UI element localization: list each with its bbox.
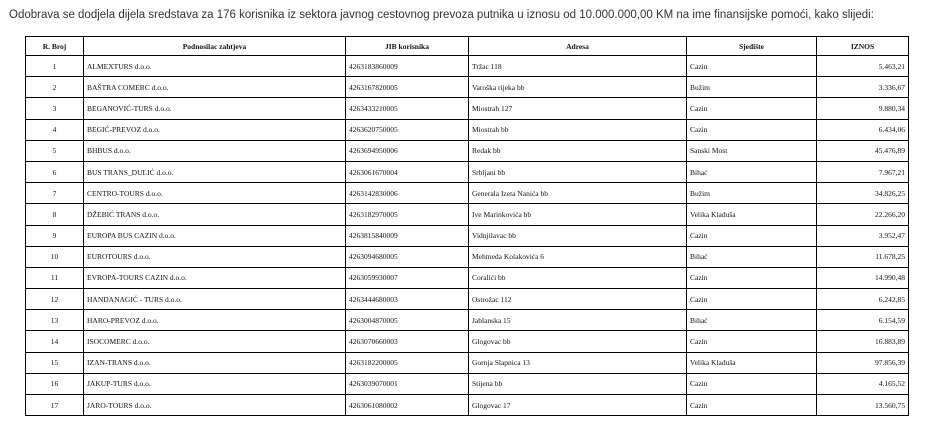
header-iznos: IZNOS	[817, 37, 909, 56]
cell-iznos: 6.242,85	[817, 289, 909, 310]
cell-podnosilac: BHBUS d.o.o.	[84, 140, 346, 161]
cell-iznos: 4.165,52	[817, 373, 909, 394]
cell-r-broj: 16	[26, 373, 84, 394]
cell-iznos: 34.826,25	[817, 183, 909, 204]
table-row	[26, 289, 909, 310]
table-row	[26, 140, 909, 161]
cell-sjediste: Cazin	[687, 373, 817, 394]
cell-adresa: Redak bb	[469, 140, 687, 161]
cell-jib: 4263815840009	[346, 225, 469, 246]
cell-iznos: 7.967,21	[817, 161, 909, 182]
table-row	[26, 77, 909, 98]
cell-r-broj: 17	[26, 395, 84, 416]
cell-sjediste: Velika Kladuša	[687, 204, 817, 225]
cell-adresa: Ive Marinkovića bb	[469, 204, 687, 225]
cell-podnosilac: BEGANOVIĆ-TURS d.o.o.	[84, 98, 346, 119]
cell-adresa: Jablanska 15	[469, 310, 687, 331]
cell-podnosilac: EVROPA-TOURS CAZIN d.o.o.	[84, 267, 346, 288]
cell-adresa: Stijena bb	[469, 373, 687, 394]
table-row	[26, 183, 909, 204]
cell-r-broj: 12	[26, 289, 84, 310]
header-sjediste: Sjedište	[687, 37, 817, 56]
table-row	[26, 119, 909, 140]
cell-sjediste: Cazin	[687, 225, 817, 246]
cell-podnosilac: BUS TRANS_DULIĆ d.o.o.	[84, 161, 346, 182]
header-adresa: Adresa	[469, 37, 687, 56]
cell-sjediste: Cazin	[687, 395, 817, 416]
cell-jib: 4263182970005	[346, 204, 469, 225]
table-row	[26, 56, 909, 77]
cell-jib: 4263070660003	[346, 331, 469, 352]
cell-jib: 4263183860009	[346, 56, 469, 77]
cell-sjediste: Bužim	[687, 183, 817, 204]
table-row	[26, 161, 909, 182]
cell-adresa: Srbljani bb	[469, 161, 687, 182]
cell-sjediste: Cazin	[687, 289, 817, 310]
cell-iznos: 11.678,25	[817, 246, 909, 267]
cell-podnosilac: JARO-TOURS d.o.o.	[84, 395, 346, 416]
cell-jib: 4263061670004	[346, 161, 469, 182]
cell-jib: 4263182200005	[346, 352, 469, 373]
cell-iznos: 16.883,89	[817, 331, 909, 352]
cell-iznos: 9.880,34	[817, 98, 909, 119]
cell-r-broj: 8	[26, 204, 84, 225]
cell-r-broj: 4	[26, 119, 84, 140]
header-jib: JIB korisnika	[346, 37, 469, 56]
cell-adresa: Vidnjilavac bb	[469, 225, 687, 246]
table-row	[26, 204, 909, 225]
cell-jib: 4263142830006	[346, 183, 469, 204]
cell-r-broj: 2	[26, 77, 84, 98]
cell-r-broj: 13	[26, 310, 84, 331]
cell-jib: 4263061080002	[346, 395, 469, 416]
cell-podnosilac: JAKUP-TURS d.o.o.	[84, 373, 346, 394]
cell-r-broj: 10	[26, 246, 84, 267]
cell-r-broj: 5	[26, 140, 84, 161]
cell-iznos: 45.476,89	[817, 140, 909, 161]
cell-sjediste: Cazin	[687, 331, 817, 352]
cell-podnosilac: BEGIĆ-PREVOZ d.o.o.	[84, 119, 346, 140]
cell-iznos: 5.463,21	[817, 56, 909, 77]
cell-iznos: 6.434,06	[817, 119, 909, 140]
table-row	[26, 267, 909, 288]
cell-iznos: 97.856,39	[817, 352, 909, 373]
cell-jib: 4263694950006	[346, 140, 469, 161]
cell-adresa: Tržac 118	[469, 56, 687, 77]
table-row	[26, 225, 909, 246]
header-podnosilac: Podnosilac zahtjeva	[84, 37, 346, 56]
cell-r-broj: 6	[26, 161, 84, 182]
cell-sjediste: Bužim	[687, 77, 817, 98]
cell-sjediste: Bihać	[687, 161, 817, 182]
cell-r-broj: 3	[26, 98, 84, 119]
cell-adresa: Gornja Slapnica 13	[469, 352, 687, 373]
cell-r-broj: 9	[26, 225, 84, 246]
cell-sjediste: Bihać	[687, 246, 817, 267]
cell-r-broj: 11	[26, 267, 84, 288]
cell-jib: 4263620750005	[346, 119, 469, 140]
cell-podnosilac: IZAN-TRANS d.o.o.	[84, 352, 346, 373]
cell-adresa: Miostrah 127	[469, 98, 687, 119]
cell-iznos: 14.990,48	[817, 267, 909, 288]
cell-iznos: 3.336,67	[817, 77, 909, 98]
cell-podnosilac: BAŠTRA COMERC d.o.o.	[84, 77, 346, 98]
cell-sjediste: Cazin	[687, 267, 817, 288]
cell-adresa: Varoška rijeka bb	[469, 77, 687, 98]
cell-jib: 4263039070001	[346, 373, 469, 394]
cell-adresa: Ostrožac 112	[469, 289, 687, 310]
table-row	[26, 331, 909, 352]
table-body	[26, 56, 909, 416]
cell-podnosilac: HANDANAGIĆ - TURS d.o.o.	[84, 289, 346, 310]
cell-podnosilac: HARO-PREVOZ d.o.o.	[84, 310, 346, 331]
cell-iznos: 3.952,47	[817, 225, 909, 246]
header-r-broj: R. Broj	[26, 37, 84, 56]
table-row	[26, 98, 909, 119]
table-row	[26, 373, 909, 394]
cell-sjediste: Cazin	[687, 98, 817, 119]
cell-podnosilac: DŽEBIĆ TRANS d.o.o.	[84, 204, 346, 225]
cell-jib: 4263094680005	[346, 246, 469, 267]
table-row	[26, 310, 909, 331]
cell-adresa: Generala Izeta Nanića bb	[469, 183, 687, 204]
cell-sjediste: Bihać	[687, 310, 817, 331]
cell-r-broj: 1	[26, 56, 84, 77]
grants-table	[25, 36, 909, 416]
cell-iznos: 13.560,75	[817, 395, 909, 416]
cell-podnosilac: ALMEXTURS d.o.o.	[84, 56, 346, 77]
cell-sjediste: Sanski Most	[687, 140, 817, 161]
cell-adresa: Coralići bb	[469, 267, 687, 288]
cell-adresa: Glogovac bb	[469, 331, 687, 352]
cell-podnosilac: EUROTOURS d.o.o.	[84, 246, 346, 267]
cell-jib: 4263059930007	[346, 267, 469, 288]
cell-r-broj: 7	[26, 183, 84, 204]
table-row	[26, 352, 909, 373]
cell-podnosilac: EUROPA BUS CAZIN d.o.o.	[84, 225, 346, 246]
cell-iznos: 22.266,20	[817, 204, 909, 225]
cell-adresa: Mehmeda Kolakovića 6	[469, 246, 687, 267]
cell-r-broj: 15	[26, 352, 84, 373]
cell-podnosilac: ISOCOMERC d.o.o.	[84, 331, 346, 352]
table-header-row	[26, 37, 909, 56]
cell-r-broj: 14	[26, 331, 84, 352]
cell-sjediste: Velika Kladuša	[687, 352, 817, 373]
cell-jib: 4263167820005	[346, 77, 469, 98]
table-row	[26, 395, 909, 416]
cell-podnosilac: CENTRO-TOURS d.o.o.	[84, 183, 346, 204]
cell-jib: 4263444680003	[346, 289, 469, 310]
cell-sjediste: Cazin	[687, 119, 817, 140]
cell-jib: 4263433210005	[346, 98, 469, 119]
cell-adresa: Miostrah bb	[469, 119, 687, 140]
cell-sjediste: Cazin	[687, 56, 817, 77]
cell-adresa: Glogovac 17	[469, 395, 687, 416]
intro-text: Odobrava se dodjela dijela sredstava za 176 korisnika iz sektora javnog cestovnog prevoza putnika u iznosu od 10.000.000,00 KM na ime finansijske pomoći, kako slijedi:	[9, 9, 874, 21]
cell-jib: 4263004870005	[346, 310, 469, 331]
cell-iznos: 6.154,59	[817, 310, 909, 331]
table-row	[26, 246, 909, 267]
